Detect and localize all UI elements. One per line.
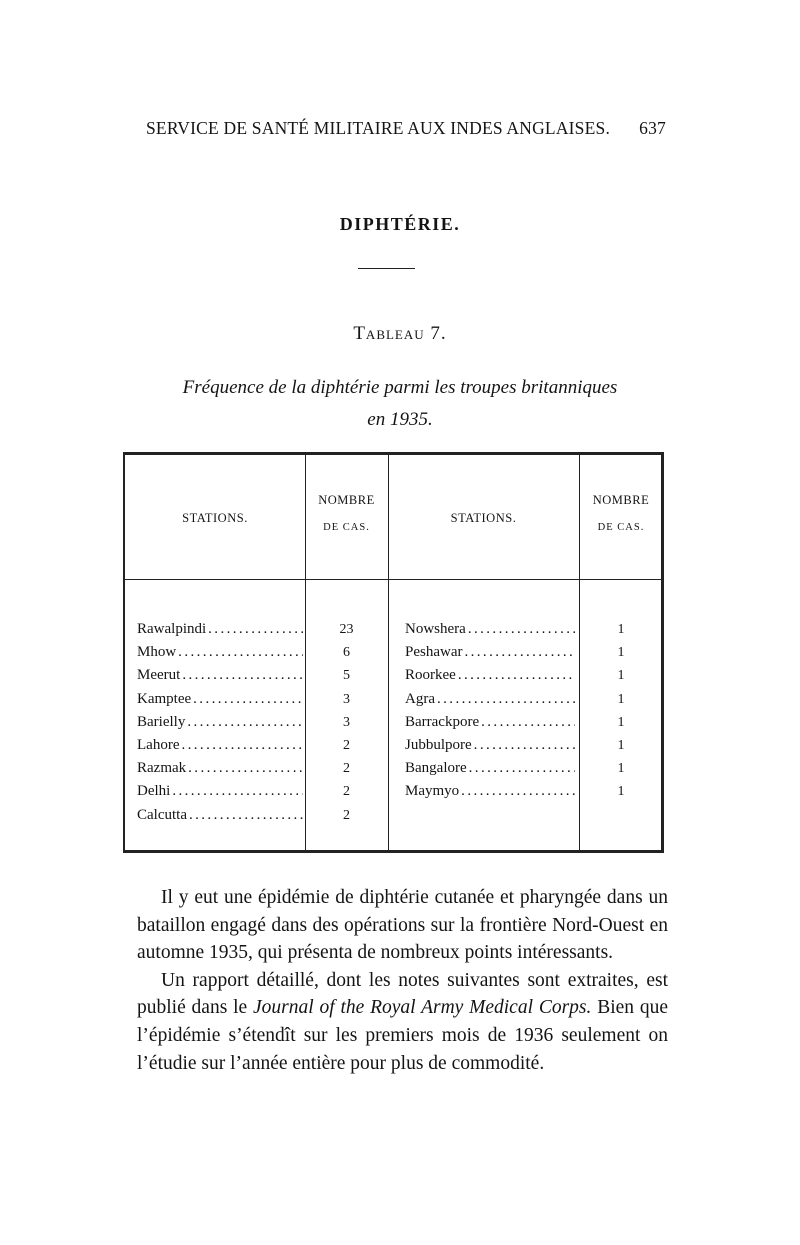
table-row	[405, 757, 575, 780]
table-row	[405, 641, 575, 664]
cases-table	[123, 452, 664, 853]
table-row	[137, 780, 303, 803]
paragraph-2	[137, 967, 668, 1077]
paragraph-2-start: Un rapport détaillé, dont les notes suivantes sont extraites, est publié dans le	[137, 969, 668, 1019]
case-count: 2	[343, 761, 350, 777]
station-name: Peshawar	[405, 644, 463, 661]
page-number: 637	[639, 118, 666, 138]
title-rule	[358, 268, 415, 269]
table-row	[137, 711, 303, 734]
section-title: DIPHTÉRIE.	[339, 214, 461, 234]
left-cases-column	[305, 618, 388, 827]
table-label-word: Tableau	[353, 323, 425, 344]
table-row	[137, 688, 303, 711]
header-de-cas-left: DE CAS.	[323, 522, 370, 533]
station-name: Rawalpindi	[137, 621, 207, 637]
case-count: 2	[343, 737, 350, 753]
station-name: Roorkee	[405, 667, 456, 684]
case-count: 1	[617, 761, 625, 777]
station-name: Nowshera	[405, 621, 466, 637]
table-label-number: 7.	[430, 323, 447, 344]
header-de-cas-right: DE CAS.	[597, 522, 645, 533]
table-row	[405, 711, 575, 734]
table-row	[137, 734, 303, 757]
left-stations-column	[137, 618, 303, 827]
table-row	[137, 618, 303, 641]
case-count: 1	[617, 645, 625, 661]
case-count: 3	[343, 691, 350, 707]
caption-line-2: en 1935.	[367, 409, 433, 430]
journal-title: Journal of the Royal Army Medical Corps.	[253, 997, 592, 1019]
header-cases-right	[579, 493, 663, 533]
case-count: 5	[343, 668, 350, 684]
station-name: Mhow	[137, 644, 177, 661]
case-count: 1	[617, 737, 625, 753]
table-row	[405, 780, 575, 803]
header-nombre-right: NOMBRE	[592, 493, 650, 507]
right-cases-column	[579, 618, 663, 804]
header-stations-left: STATIONS.	[182, 511, 248, 525]
header-nombre-left: NOMBRE	[318, 493, 375, 507]
case-count: 1	[617, 714, 625, 730]
case-count: 1	[617, 691, 625, 707]
station-name: Razmak	[137, 760, 187, 777]
station-name: Bangalore	[405, 760, 467, 777]
right-stations-column	[405, 618, 575, 804]
table-row	[137, 804, 303, 827]
station-name: Delhi	[137, 783, 171, 800]
table-row	[137, 757, 303, 780]
table-row	[405, 688, 575, 711]
running-head	[146, 118, 666, 139]
header-cases-left	[305, 493, 388, 533]
station-name: Barrackpore	[405, 713, 480, 730]
station-name: Agra	[405, 690, 435, 707]
table-row	[137, 641, 303, 664]
case-count: 23	[339, 622, 354, 637]
station-name: Barielly	[137, 713, 186, 730]
table-row	[405, 664, 575, 687]
station-name: Lahore	[137, 736, 180, 753]
station-name: Kamptee	[137, 690, 192, 707]
case-count: 1	[617, 622, 625, 637]
body-text	[137, 884, 668, 1077]
case-count: 6	[343, 645, 350, 661]
header-stations-right: STATIONS.	[450, 511, 517, 525]
station-name: Maymyo	[405, 783, 460, 800]
caption-line-1: Fréquence de la diphtérie parmi les troupes britanniques	[182, 377, 618, 398]
case-count: 2	[343, 784, 350, 800]
header-separator	[125, 579, 661, 580]
table-row	[137, 664, 303, 687]
case-count: 2	[343, 807, 350, 823]
case-count: 1	[617, 668, 625, 684]
table-row	[405, 734, 575, 757]
station-name: Calcutta	[137, 806, 187, 823]
station-name: Jubbulpore	[405, 736, 472, 753]
table-label	[0, 323, 800, 345]
case-count: 1	[617, 784, 625, 800]
paragraph-1: Il y eut une épidémie de diphtérie cutanée et pharyngée dans un bataillon engagé dans des opérations sur la frontière Nord-Ouest en automne 1935, qui présenta de nombreux points intéressants.	[137, 887, 668, 964]
case-count: 3	[343, 714, 350, 730]
table-row	[405, 618, 575, 641]
table-caption	[120, 372, 680, 436]
station-name: Meerut	[137, 667, 181, 684]
running-title: SERVICE DE SANTÉ MILITAIRE AUX INDES ANGLAISES.	[146, 118, 611, 138]
paragraph-2-end: Bien que l’épidémie s’étendît sur les premiers mois de 1936 seulement on l’étudie sur l’année entière pour plus de commodité.	[137, 997, 669, 1074]
